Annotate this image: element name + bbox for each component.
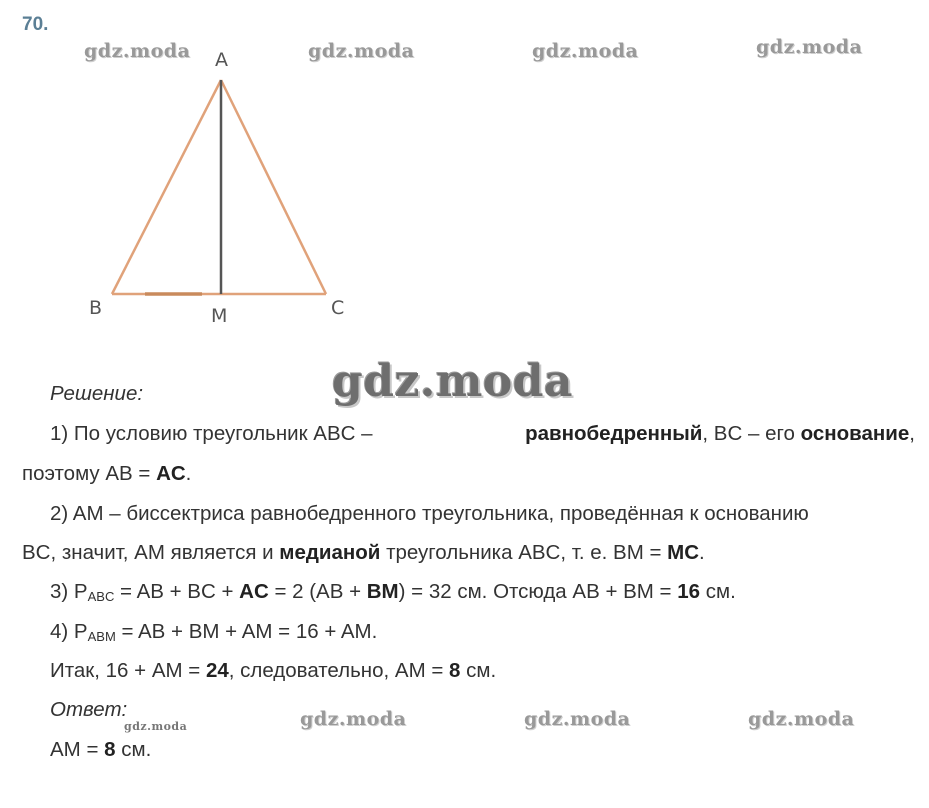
text-segment: = AB + BM + AM = 16 + AM. <box>115 620 378 643</box>
watermark: gdz.moda <box>748 708 855 730</box>
text-segment: 4) P <box>50 620 88 643</box>
text-segment: , BC – его <box>702 422 795 445</box>
bold-term: BM <box>366 580 399 603</box>
text-segment: = AB + BC + <box>114 580 240 603</box>
text-segment: 3) P <box>50 580 88 603</box>
solution-heading: Решение: <box>50 382 144 405</box>
triangle-figure <box>0 0 929 340</box>
text-segment: см. <box>700 580 736 603</box>
text-segment: поэтому AB = <box>22 462 157 485</box>
subscript: ABM <box>87 629 116 644</box>
text-segment: см. <box>115 738 152 761</box>
text-segment: . <box>185 462 192 485</box>
watermark-small: gdz.moda <box>124 720 188 733</box>
watermark: gdz.moda <box>300 708 407 730</box>
answer-heading: Ответ: <box>50 698 128 721</box>
solution-line-3: 2) AM – биссектриса равнобедренного треугольника, проведённая к основанию <box>50 502 809 525</box>
watermark: gdz.moda <box>524 708 631 730</box>
watermark: gdz.moda <box>756 36 863 58</box>
solution-line-1 <box>0 421 929 447</box>
subscript: ABC <box>87 589 115 604</box>
solution-line-4 <box>0 540 929 566</box>
text-segment: , <box>909 422 915 445</box>
watermark-large: gdz.moda <box>332 356 574 407</box>
bold-term: 8 <box>104 738 116 761</box>
bold-term: равнобедренный <box>525 422 703 445</box>
solution-line-5 <box>0 579 929 605</box>
text-segment: 1) По условию треугольник ABC – <box>50 422 373 445</box>
bold-term: 8 <box>449 659 461 682</box>
bold-term: AC <box>156 462 186 485</box>
text-segment: см. <box>460 659 497 682</box>
text-segment: BC, значит, AM является и <box>22 541 280 564</box>
side-ab <box>112 80 221 294</box>
bold-term: 16 <box>677 580 701 603</box>
solution-line-7 <box>0 658 929 684</box>
bold-term: медианой <box>279 541 381 564</box>
label-a: A <box>215 49 228 71</box>
solution-line-6 <box>0 619 929 645</box>
text-segment: , следовательно, AM = <box>228 659 450 682</box>
text-segment: ) = 32 см. Отсюда AB + BM = <box>398 580 678 603</box>
watermark: gdz.moda <box>532 40 639 62</box>
bold-term: MC <box>667 541 700 564</box>
bold-term: 24 <box>205 659 229 682</box>
watermark: gdz.moda <box>308 40 415 62</box>
bold-term: AC <box>239 580 269 603</box>
text-segment: . <box>699 541 705 564</box>
label-m: M <box>211 305 228 327</box>
label-b: B <box>89 297 103 319</box>
text-segment: Итак, 16 + AM = <box>50 659 206 682</box>
solution-line-2 <box>0 461 929 487</box>
label-c: C <box>331 297 345 319</box>
watermark: gdz.moda <box>84 40 191 62</box>
text-segment: = 2 (AB + <box>268 580 367 603</box>
text-segment: AM = <box>50 738 105 761</box>
side-ac <box>221 80 326 294</box>
bold-term: основание <box>800 422 910 445</box>
text-segment: треугольника ABC, т. е. BM = <box>380 541 668 564</box>
task-number: 70. <box>22 14 49 35</box>
answer-value <box>0 737 929 763</box>
